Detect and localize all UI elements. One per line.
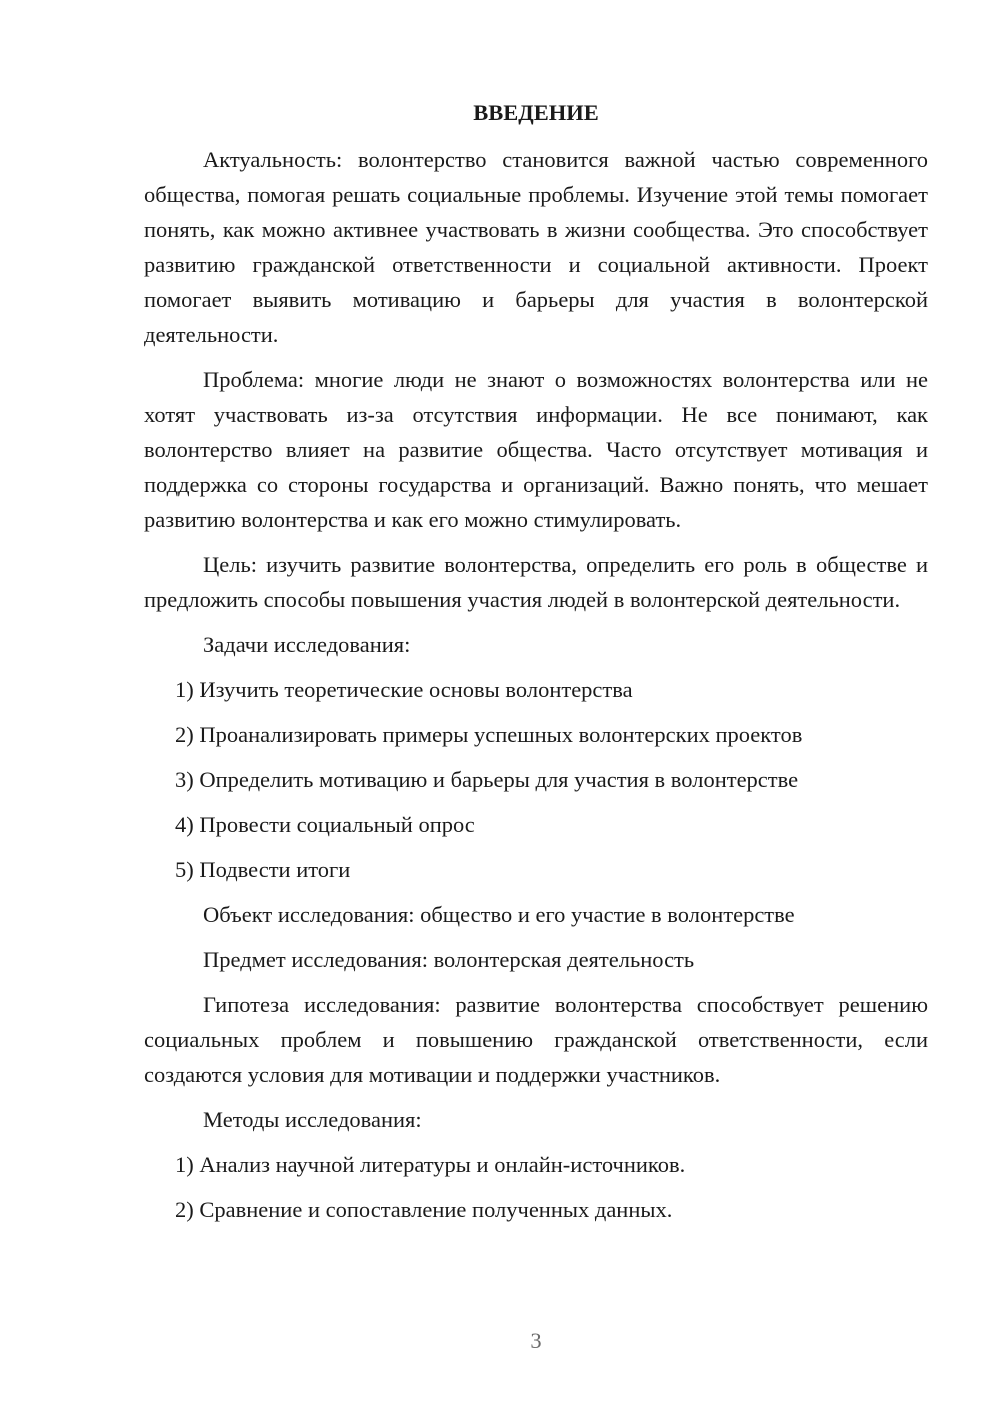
task-item-1: 1) Изучить теоретические основы волонтерства	[175, 677, 633, 702]
task-item-5: 5) Подвести итоги	[175, 857, 351, 882]
section-title: ВВЕДЕНИЕ	[473, 100, 599, 125]
hypothesis-paragraph: Гипотеза исследования: развитие волонтерства способствует решению социальных проблем и повышению гражданской ответственности, если создаются условия для мотивации и поддержки участников.	[144, 992, 928, 1087]
goal-paragraph: Цель: изучить развитие волонтерства, определить его роль в обществе и предложить способы повышения участия людей в волонтерской деятельности.	[144, 552, 928, 612]
relevance-paragraph: Актуальность: волонтерство становится важной частью современного общества, помогая решать социальные проблемы. Изучение этой темы помогает понять, как можно активнее участвовать в жизни сообщества. Это способствует развитию гражданской ответственности и социальной активности. Проект помогает выявить мотивацию и барьеры для участия в волонтерской деятельности.	[144, 147, 928, 347]
page-number: 3	[530, 1328, 542, 1353]
problem-paragraph: Проблема: многие люди не знают о возможностях волонтерства или не хотят участвовать из-за отсутствия информации. Не все понимают, как волонтерство влияет на развитие общества. Часто отсутствует мотивация и поддержка со стороны государства и организаций. Важно понять, что мешает развитию волонтерства и как его можно стимулировать.	[144, 367, 928, 532]
task-item-3: 3) Определить мотивацию и барьеры для участия в волонтерстве	[175, 767, 799, 792]
task-item-2: 2) Проанализировать примеры успешных волонтерских проектов	[175, 722, 803, 747]
task-item-4: 4) Провести социальный опрос	[175, 812, 475, 837]
method-item-1: 1) Анализ научной литературы и онлайн-источников.	[175, 1152, 686, 1177]
page-content	[144, 95, 928, 1237]
tasks-heading: Задачи исследования:	[203, 632, 411, 657]
methods-heading: Методы исследования:	[203, 1107, 422, 1132]
research-subject: Предмет исследования: волонтерская деятельность	[203, 947, 695, 972]
method-item-2: 2) Сравнение и сопоставление полученных данных.	[175, 1197, 673, 1222]
research-object: Объект исследования: общество и его участие в волонтерстве	[203, 902, 795, 927]
